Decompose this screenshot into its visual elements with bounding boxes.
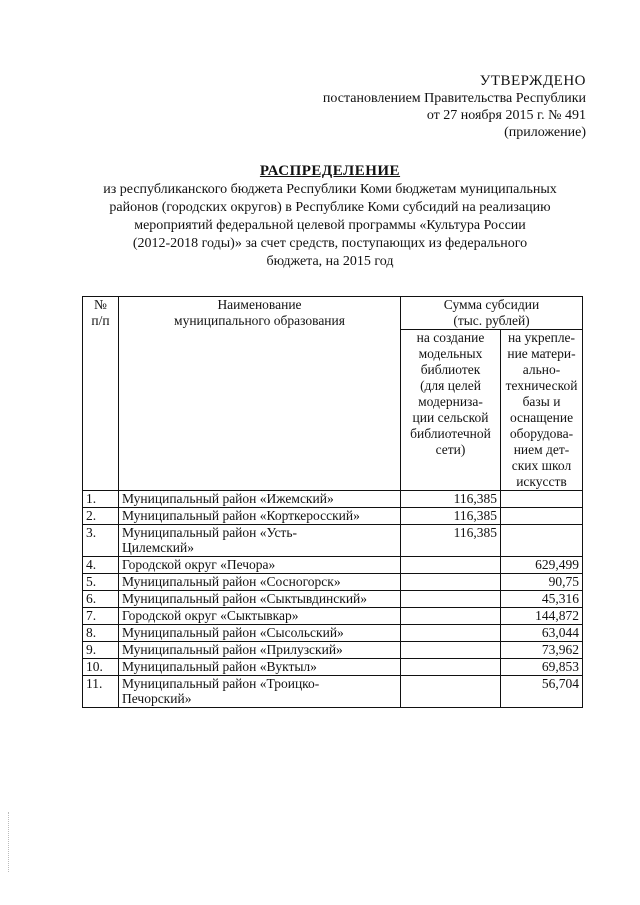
row-number: 9.	[83, 642, 119, 659]
row-schools-amount: 45,316	[501, 591, 583, 608]
table-row	[83, 625, 583, 642]
row-schools-amount: 73,962	[501, 642, 583, 659]
row-municipality	[119, 508, 401, 525]
municipality-line: Муниципальный район «Вуктыл»	[122, 659, 317, 674]
row-schools-amount: 63,044	[501, 625, 583, 642]
row-schools-amount: 144,872	[501, 608, 583, 625]
header-line: искусств	[516, 474, 567, 489]
row-libraries-amount	[401, 659, 501, 676]
header-sum-line: (тыс. рублей)	[453, 313, 530, 328]
municipality-line: Муниципальный район «Сысольский»	[122, 625, 344, 640]
table-row	[83, 676, 583, 708]
table-row	[83, 659, 583, 676]
row-number: 4.	[83, 557, 119, 574]
header-line: базы и	[522, 394, 561, 409]
row-libraries-amount: 116,385	[401, 508, 501, 525]
municipality-line: Муниципальный район «Троицко-	[122, 676, 320, 691]
row-schools-amount: 629,499	[501, 557, 583, 574]
subtitle-line: районов (городских округов) в Республике Коми субсидий на реализацию	[109, 200, 551, 215]
table-row	[83, 557, 583, 574]
municipality-line: Муниципальный район «Усть-	[122, 525, 297, 540]
row-number: 6.	[83, 591, 119, 608]
row-municipality	[119, 557, 401, 574]
header-line: модельных	[418, 346, 483, 361]
table-row	[83, 574, 583, 591]
row-schools-amount	[501, 491, 583, 508]
table-row	[83, 642, 583, 659]
row-municipality	[119, 676, 401, 708]
municipality-line: Городской округ «Сыктывкар»	[122, 608, 299, 623]
header-subsidy-sum	[401, 297, 583, 330]
subtitle-line: (2012-2018 годы)» за счет средств, поступающих из федерального	[132, 236, 528, 251]
header-line: сети)	[435, 442, 466, 457]
row-libraries-amount	[401, 574, 501, 591]
header-line: ально-	[522, 362, 561, 377]
header-line: на укрепле-	[507, 330, 576, 345]
municipality-line: Муниципальный район «Прилузский»	[122, 642, 343, 657]
row-number: 10.	[83, 659, 119, 676]
municipality-line: Муниципальный район «Сыктывдинский»	[122, 591, 368, 606]
subtitle-line: бюджета, на 2015 год	[266, 254, 394, 269]
subtitle-line: из республиканского бюджета Республики Коми бюджетам муниципальных	[103, 182, 557, 197]
row-libraries-amount: 116,385	[401, 525, 501, 557]
row-schools-amount	[501, 525, 583, 557]
header-name	[119, 297, 401, 491]
approval-appendix: (приложение)	[504, 125, 586, 140]
row-municipality	[119, 659, 401, 676]
header-line: библиотек	[420, 362, 481, 377]
row-libraries-amount: 116,385	[401, 491, 501, 508]
row-number: 1.	[83, 491, 119, 508]
row-municipality	[119, 525, 401, 557]
scan-edge-mark	[8, 812, 10, 872]
header-line: модерниза-	[418, 394, 483, 409]
header-line: ние матери-	[507, 346, 576, 361]
row-municipality	[119, 591, 401, 608]
row-schools-amount: 69,853	[501, 659, 583, 676]
header-number-line: №	[94, 297, 107, 312]
row-libraries-amount	[401, 676, 501, 708]
header-line: ских школ	[511, 458, 572, 473]
header-line: технической	[505, 378, 578, 393]
table-row	[83, 608, 583, 625]
header-line: на создание	[416, 330, 485, 345]
table-row	[83, 491, 583, 508]
row-libraries-amount	[401, 642, 501, 659]
municipality-line: Цилемский»	[122, 540, 194, 555]
header-line: библиотечной	[410, 426, 491, 441]
row-municipality	[119, 642, 401, 659]
table-row	[83, 525, 583, 557]
header-sum-line: Сумма субсидии	[443, 297, 540, 312]
municipality-line: Печорский»	[122, 691, 192, 706]
row-schools-amount	[501, 508, 583, 525]
header-line: ции сельской	[412, 410, 489, 425]
approval-decree: постановлением Правительства Республики	[322, 91, 586, 106]
row-schools-amount: 90,75	[501, 574, 583, 591]
header-name-line: муниципального образования	[174, 313, 345, 328]
row-number: 5.	[83, 574, 119, 591]
approval-date: от 27 ноября 2015 г. № 491	[426, 108, 586, 123]
municipality-line: Муниципальный район «Корткеросский»	[122, 508, 360, 523]
subtitle-line: мероприятий федеральной целевой программы «Культура России	[134, 218, 526, 233]
row-municipality	[119, 625, 401, 642]
row-municipality	[119, 574, 401, 591]
municipality-line: Муниципальный район «Сосногорск»	[122, 574, 341, 589]
row-number: 2.	[83, 508, 119, 525]
approval-title: УТВЕРЖДЕНО	[479, 73, 586, 89]
table-row	[83, 591, 583, 608]
header-line: оснащение	[509, 410, 574, 425]
row-libraries-amount	[401, 608, 501, 625]
row-libraries-amount	[401, 591, 501, 608]
row-number: 11.	[83, 676, 119, 708]
row-municipality	[119, 608, 401, 625]
document-heading	[70, 161, 590, 271]
document-title: РАСПРЕДЕЛЕНИЕ	[259, 163, 401, 179]
row-number: 8.	[83, 625, 119, 642]
row-number: 7.	[83, 608, 119, 625]
header-libraries	[401, 330, 501, 491]
approval-block	[323, 73, 586, 141]
header-line: нием дет-	[513, 442, 570, 457]
row-number: 3.	[83, 525, 119, 557]
row-libraries-amount	[401, 557, 501, 574]
subsidy-table	[82, 296, 583, 708]
municipality-line: Городской округ «Печора»	[122, 557, 276, 572]
header-line: оборудова-	[509, 426, 574, 441]
header-number	[83, 297, 119, 491]
header-art-schools	[501, 330, 583, 491]
municipality-line: Муниципальный район «Ижемский»	[122, 491, 334, 506]
header-line: (для целей	[420, 378, 481, 393]
row-schools-amount: 56,704	[501, 676, 583, 708]
document-subtitle	[70, 181, 590, 271]
header-name-line: Наименование	[217, 297, 302, 312]
table-row	[83, 508, 583, 525]
row-municipality	[119, 491, 401, 508]
row-libraries-amount	[401, 625, 501, 642]
header-number-line: п/п	[91, 313, 110, 328]
